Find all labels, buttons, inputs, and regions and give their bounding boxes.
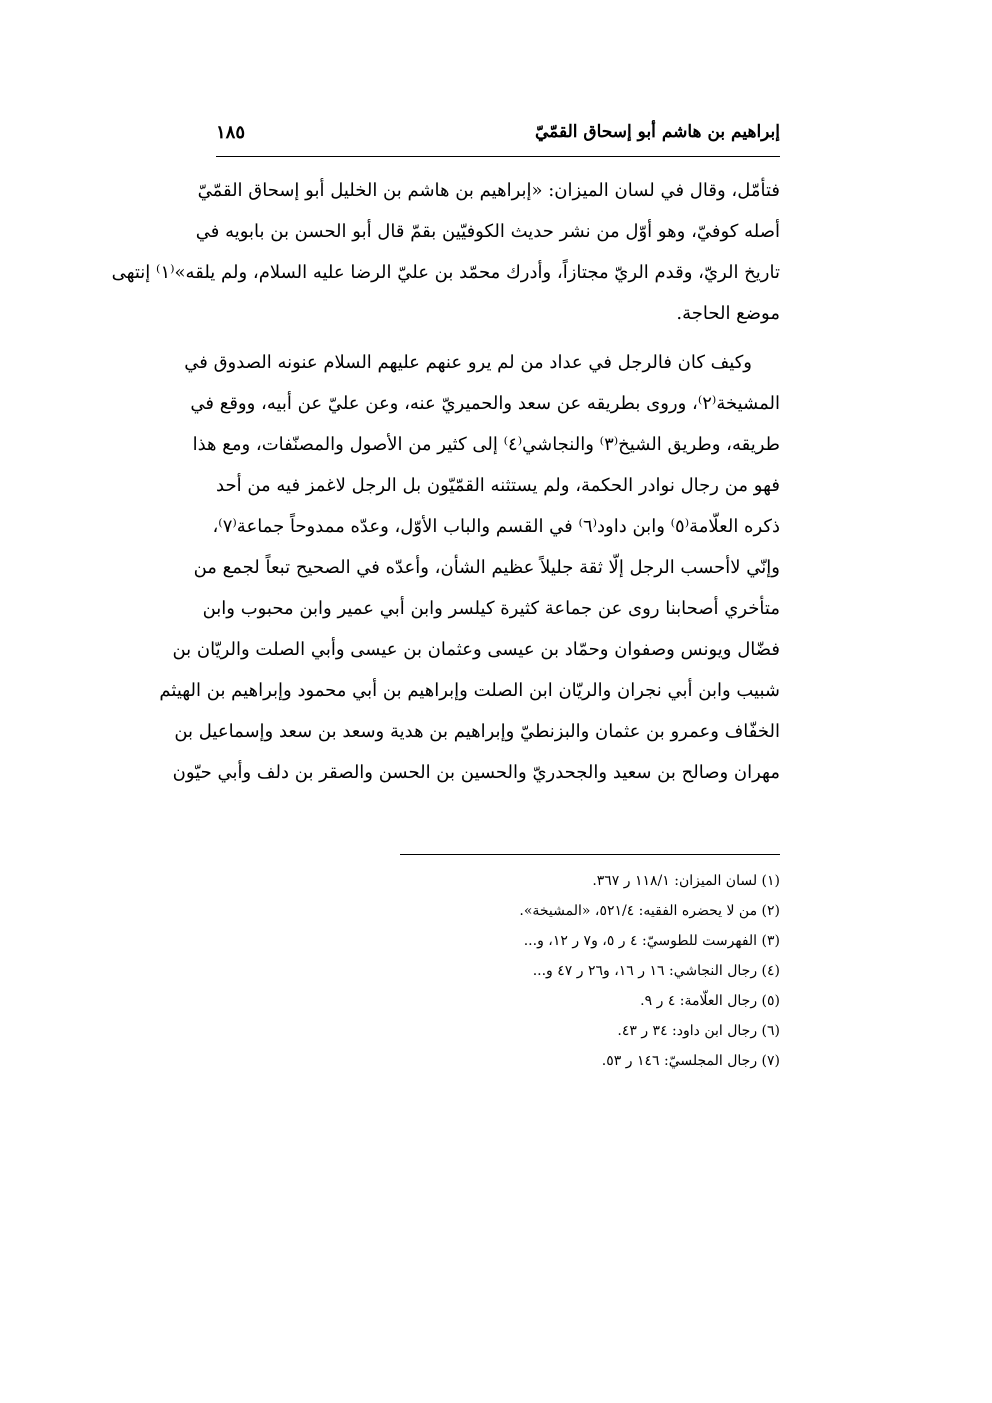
footnote-separator xyxy=(400,854,780,855)
text-line: فتأمّل، وقال في لسان الميزان: «إبراهيم بن هاشم بن الخليل أبو إسحاق القمّيّ xyxy=(197,180,780,201)
text-line: المشيخة⁽٢⁾، وروى بطريقه عن سعد والحميريّ عنه، وعن عليّ عن أبيه، ووقع في xyxy=(190,393,780,414)
footnote: (٣) الفهرست للطوسيّ: ٤ ر ٥، و٧ ر ١٢، و... xyxy=(523,933,780,949)
text-line: طريقه، وطريق الشيخ⁽٣⁾ والنجاشي⁽٤⁾ إلى كثير من الأصول والمصنّفات، ومع هذا xyxy=(192,434,780,455)
footnote: (٧) رجال المجلسيّ: ١٤٦ ر ٥٣. xyxy=(601,1053,780,1069)
text-line: موضع الحاجة. xyxy=(676,303,780,324)
text-line: فضّال ويونس وصفوان وحمّاد بن عيسى وعثمان بن عيسى وأبي الصلت والريّان بن xyxy=(172,639,780,660)
text-line: ذكره العلّامة⁽٥⁾ وابن داود⁽٦⁾ في القسم والباب الأوّل، وعدّه ممدوحاً جماعة⁽٧⁾، xyxy=(212,516,780,537)
paragraph-1 xyxy=(111,170,780,334)
footnote: (٦) رجال ابن داود: ٣٤ ر ٤٣. xyxy=(617,1023,780,1039)
footnote: (٢) من لا يحضره الفقيه: ٥٢١/٤، «المشيخة». xyxy=(519,903,780,919)
page-header xyxy=(216,120,780,157)
text-line: متأخري أصحابنا روى عن جماعة كثيرة كيلسر وابن أبي عمير وابن محبوب وابن xyxy=(202,598,780,619)
text-line: فهو من رجال نوادر الحكمة، ولم يستثنه القمّيّون بل الرجل لاغمز فيه من أحد xyxy=(216,475,780,496)
text-line: الخفّاف وعمرو بن عثمان والبزنطيّ وإبراهيم بن هدية وسعد بن سعد وإسماعيل بن xyxy=(174,721,780,742)
text-line: وإنّي لاأحسب الرجل إلّا ثقة جليلاً عظيم الشأن، وأعدّه في الصحيح تبعاً لجمع من xyxy=(193,557,780,578)
text-line: تاريخ الريّ، وقدم الريّ مجتازاً، وأدرك محمّد بن عليّ الرضا عليه السلام، ولم يلقه»⁽١⁾ إنتهى xyxy=(111,262,780,283)
text-line: أصله كوفيّ، وهو أوّل من نشر حديث الكوفيّين بقمّ قال أبو الحسن بن بابويه في xyxy=(195,221,780,242)
page-number: ١٨٥ xyxy=(216,122,246,143)
footnote: (٥) رجال العلّامة: ٤ ر ٩. xyxy=(640,993,780,1009)
text-line: شبيب وابن أبي نجران والريّان ابن الصلت وإبراهيم بن أبي محمود وإبراهيم بن الهيثم xyxy=(159,680,780,701)
body-text xyxy=(111,170,780,793)
text-line: مهران وصالح بن سعيد والجحدريّ والحسين بن الحسن والصقر بن دلف وأبي حيّون xyxy=(172,762,780,783)
paragraph-2 xyxy=(159,342,780,793)
paragraph-gap xyxy=(216,334,780,342)
footnotes xyxy=(216,866,780,1076)
text-line: وكيف كان فالرجل في عداد من لم يرو عنهم عليهم السلام عنونه الصدوق في xyxy=(184,352,752,373)
footnote: (١) لسان الميزان: ١١٨/١ ر ٣٦٧. xyxy=(592,873,780,889)
footnote: (٤) رجال النجاشي: ١٦ ر ١٦، و٢٦ ر ٤٧ و... xyxy=(532,963,780,979)
running-title: إبراهيم بن هاشم أبو إسحاق القمّيّ xyxy=(535,122,780,142)
